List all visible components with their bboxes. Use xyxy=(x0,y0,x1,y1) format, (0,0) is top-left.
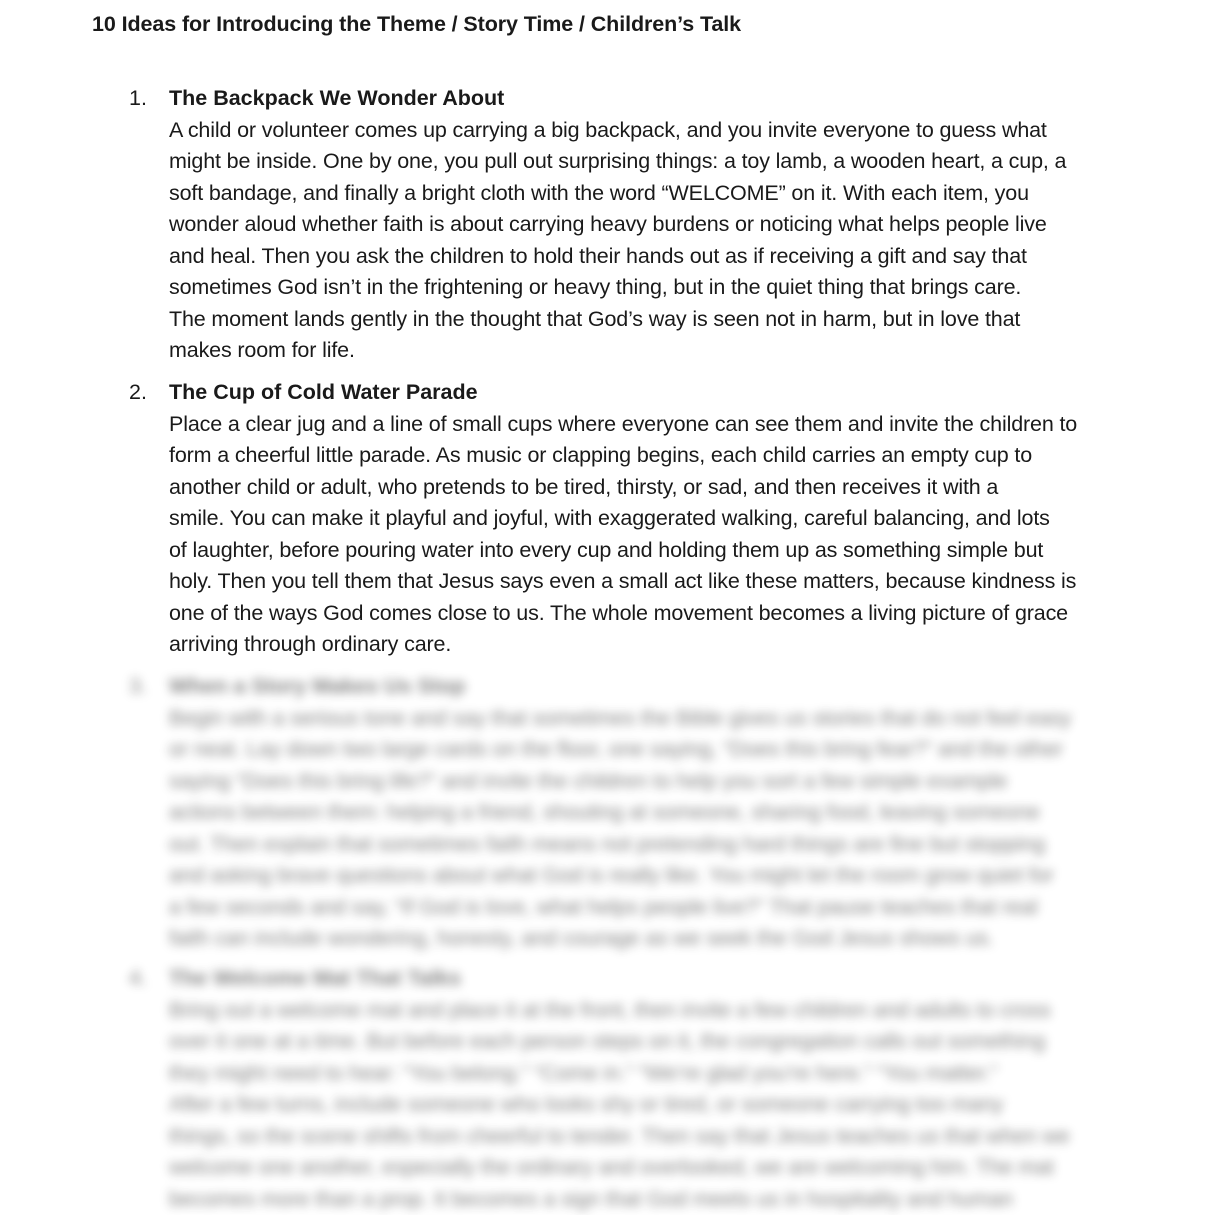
idea-text-line: and heal. Then you ask the children to hold their hands out as if receiving a gift and say that xyxy=(169,243,1027,268)
list-number: 4. xyxy=(129,966,147,990)
idea-text-line: Place a clear jug and a line of small cups where everyone can see them and invite the children to xyxy=(169,411,1078,436)
idea-text-line: saying “Does this bring life?” and invite the children to help you sort a few simple example xyxy=(169,768,1008,793)
idea-heading: The Cup of Cold Water Parade xyxy=(169,380,478,404)
document-title: 10 Ideas for Introducing the Theme / Story Time / Children’s Talk xyxy=(92,12,741,36)
idea-text-line: might be inside. One by one, you pull out surprising things: a toy lamb, a wooden heart, a cup, a xyxy=(169,149,1067,173)
idea-text-line: another child or adult, who pretends to be tired, thirsty, or sad, and then receives it with a xyxy=(169,474,999,499)
idea-text-line: The moment lands gently in the thought that God’s way is seen not in harm, but in love that xyxy=(169,306,1021,331)
idea-text-line: over it one at a time. But before each person steps on it, the congregation calls out something xyxy=(169,1029,1046,1053)
idea-text-line: smile. You can make it playful and joyful, with exaggerated walking, careful balancing, and lots xyxy=(169,506,1050,530)
idea-text-line: Begin with a serious tone and say that sometimes the Bible gives us stories that do not feel easy xyxy=(169,705,1072,730)
idea-heading: The Backpack We Wonder About xyxy=(169,86,505,110)
idea-text-line: arriving through ordinary care. xyxy=(169,632,452,656)
idea-heading: The Welcome Mat That Talks xyxy=(169,966,461,990)
idea-text-line: makes room for life. xyxy=(169,338,355,362)
idea-heading: When a Story Makes Us Stop xyxy=(169,674,466,698)
idea-text-line: form a cheerful little parade. As music or clapping begins, each child carries an empty cup to xyxy=(169,443,1033,467)
idea-description xyxy=(169,703,1179,955)
idea-text-line: sometimes God isn’t in the frightening or heavy thing, but in the quiet thing that brings care. xyxy=(169,275,1022,299)
idea-description xyxy=(169,995,1179,1215)
idea-text-line: they might need to hear: “You belong.” “Come in.” “We’re glad you’re here.” “You matter.” xyxy=(169,1060,998,1085)
list-number: 2. xyxy=(129,380,147,404)
idea-text-line: of laughter, before pouring water into every cup and holding them up as something simple but xyxy=(169,537,1044,562)
idea-text-line: a few seconds and say, “If God is love, what helps people live?” That pause teaches that real xyxy=(169,894,1038,919)
idea-text-line: becomes more than a prop. It becomes a sign that God meets us in hospitality and human xyxy=(169,1186,1013,1211)
idea-text-line: out. Then explain that sometimes faith means not pretending hard things are fine but stopping xyxy=(169,831,1046,856)
idea-text-line: and asking brave questions about what God is really like. You might let the room grow quiet for xyxy=(169,863,1054,887)
list-number: 3. xyxy=(129,674,147,698)
idea-description xyxy=(169,409,1179,661)
idea-text-line: Bring out a welcome mat and place it at the front, then invite a few children and adults to cross xyxy=(169,997,1051,1022)
idea-text-line: wonder aloud whether faith is about carrying heavy burdens or noticing what helps people live xyxy=(169,212,1047,236)
idea-description xyxy=(169,115,1179,367)
idea-text-line: or neat. Lay down two large cards on the floor, one saying, “Does this bring fear?” and the other xyxy=(169,737,1063,761)
idea-text-line: faith can include wondering, honesty, and courage as we seek the God Jesus shows us. xyxy=(169,926,994,950)
idea-text-line: one of the ways God comes close to us. The whole movement becomes a living picture of grace xyxy=(169,600,1068,625)
idea-text-line: soft bandage, and finally a bright cloth with the word “WELCOME” on it. With each item, you xyxy=(169,180,1029,205)
idea-text-line: holy. Then you tell them that Jesus says even a small act like these matters, because kindness is xyxy=(169,569,1077,593)
idea-text-line: things, so the scene shifts from cheerful to tender. Then say that Jesus teaches us that when we xyxy=(169,1123,1070,1148)
idea-text-line: actions between them: helping a friend, shouting at someone, sharing food, leaving someone xyxy=(169,800,1040,824)
idea-text-line: welcome one another, especially the ordinary and overlooked, we are welcoming him. The mat xyxy=(169,1155,1054,1179)
idea-text-line: A child or volunteer comes up carrying a big backpack, and you invite everyone to guess what xyxy=(169,117,1047,142)
idea-text-line: After a few turns, include someone who looks shy or tired, or someone carrying too many xyxy=(169,1092,1004,1116)
list-number: 1. xyxy=(129,86,147,110)
